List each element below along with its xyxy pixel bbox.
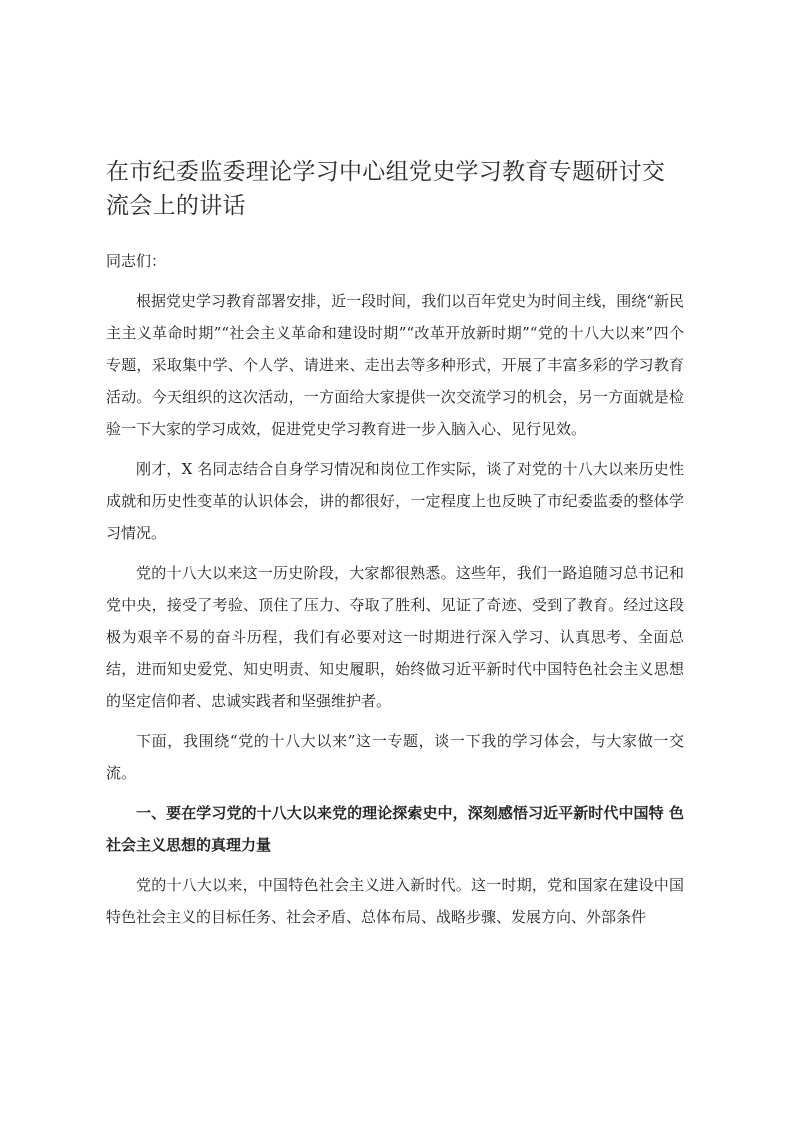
paragraph: 党的十八大以来这一历史阶段，大家都很熟悉。这些年，我们一路追随习总书记和党中央，接受了考验、顶住了压力、夺取了胜利、见证了奇迹、受到了教育。经过这段极为艰辛不易的奋斗历程，我们有必要对这一时期进行深入学习、认真思考、全面总结，进而知史爱党、知史明责、知史履职，始终做习近平新时代中国特色社会主义思想的坚定信仰者、忠诚实践者和坚强维护者。 (106, 564, 684, 710)
paragraph: 刚才，X 名同志结合自身学习情况和岗位工作实际，谈了对党的十八大以来历史性成就和历史性变革的认识体会，讲的都很好，一定程度上也反映了市纪委监委的整体学习情况。 (106, 460, 684, 542)
section-paragraph: 党的十八大以来，中国特色社会主义进入新时代。这一时期，党和国家在建设中国特色社会主义的目标任务、社会矛盾、总体布局、战略步骤、发展方向、外部条件 (106, 876, 684, 926)
section-heading: 一、要在学习党的十八大以来党的理论探索史中，深刻感悟习近平新时代中国特 色社会主义思想的真理力量 (106, 804, 684, 854)
salutation: 同志们： (106, 252, 167, 270)
paragraph: 根据党史学习教育部署安排，近一段时间，我们以百年党史为时间主线，围绕“新民主主义革命时期”“社会主义革命和建设时期”“改革开放新时期”“党的十八大以来”四个专题，采取集中学、个人学、请进来、走出去等多种形式，开展了丰富多彩的学习教育活动。今天组织的这次活动，一方面给大家提供一次交流学习的机会，另一方面就是检验一下大家的学习成效，促进党史学习教育进一步入脑入心、见行见效。 (106, 292, 684, 438)
document-title: 在市纪委监委理论学习中心组党史学习教育专题研讨交流会上的讲话 (106, 159, 666, 219)
document-page (106, 155, 684, 941)
paragraph: 下面，我围绕“党的十八大以来”这一专题，谈一下我的学习体会，与大家做一交流。 (106, 732, 684, 782)
